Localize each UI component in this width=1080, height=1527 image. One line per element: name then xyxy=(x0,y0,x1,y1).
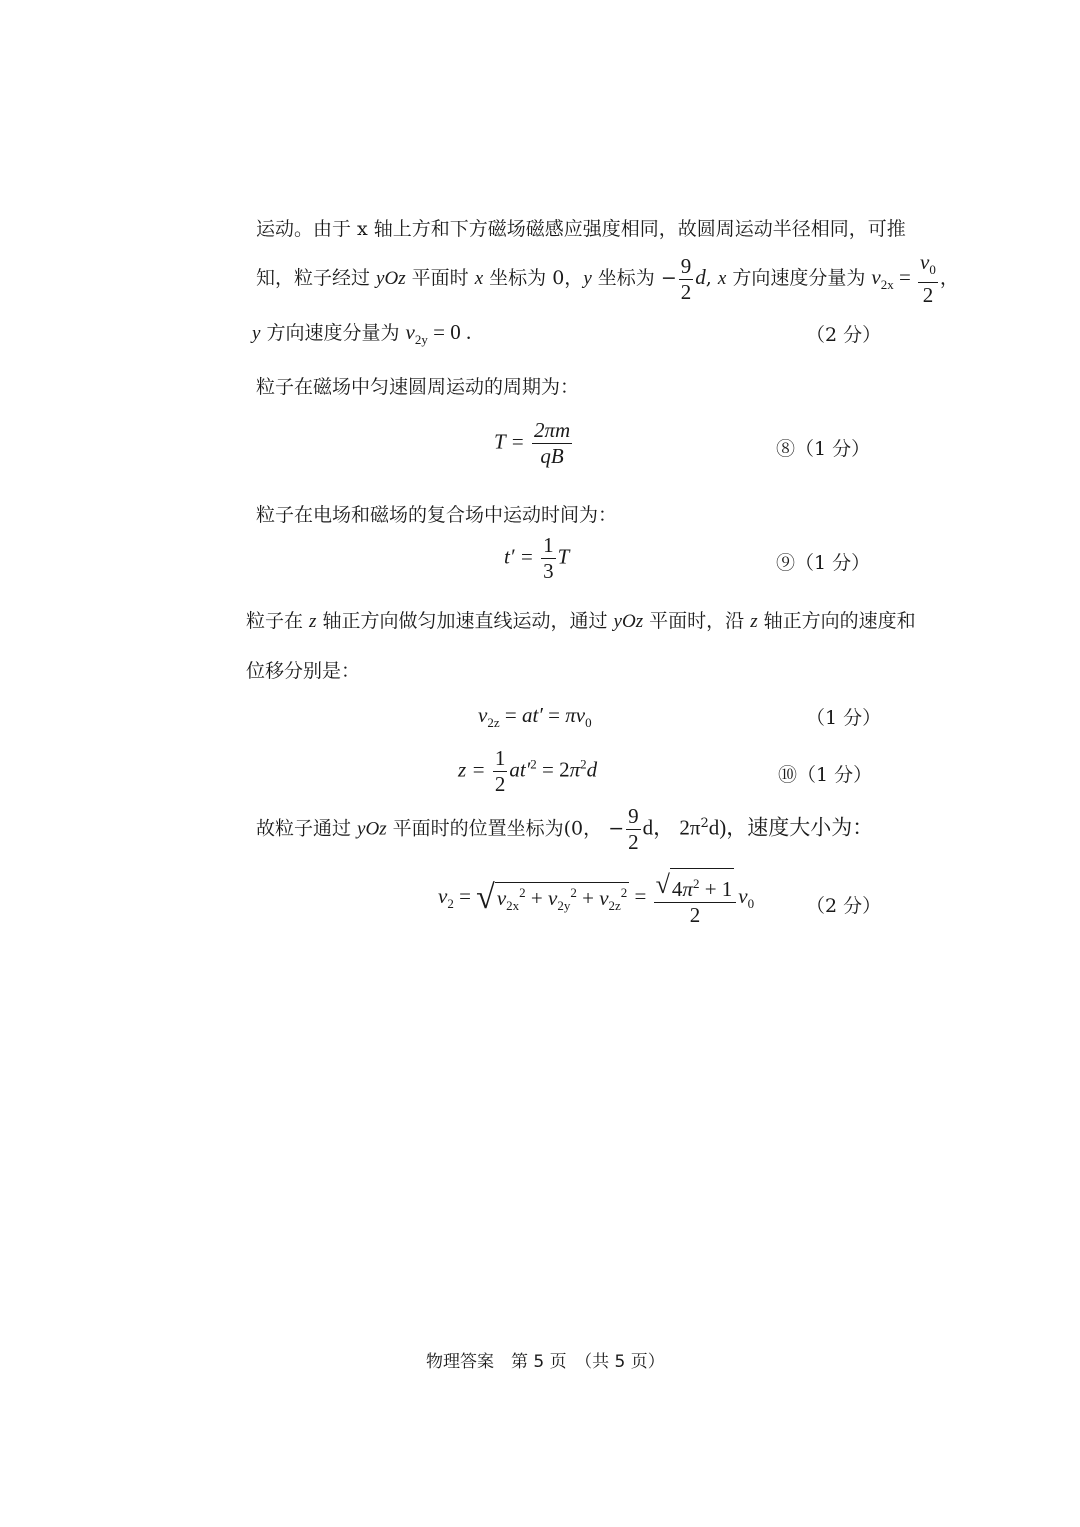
eq10-num: 1 xyxy=(494,746,506,770)
line2-text-e: 坐标为 0， xyxy=(483,267,584,290)
eq10-lhs: z = xyxy=(458,757,486,782)
score-final: （2 分） xyxy=(806,895,882,917)
score-eq10: ⑩（1 分） xyxy=(778,764,873,786)
pz1-z: z xyxy=(309,611,317,632)
equation-v2z: $v_{2z} = at' = \pi v_0$ xyxy=(478,703,592,731)
paragraph-final: 故粒子通过 yOz 平面时的位置坐标为(0， − $\frac{9}{2}$ d， $2\pi^2d$)，速度大小为： xyxy=(256,804,874,854)
equation-10: z = $\frac{1}{2}$ $at'^2 = 2\pi^2d$ xyxy=(458,746,598,796)
paragraph-line-3 xyxy=(252,318,471,348)
eq8-den: qB xyxy=(532,443,572,469)
eq9-rhs: T xyxy=(557,544,570,569)
score-v2z: （1 分） xyxy=(806,707,882,729)
eq9-den: 3 xyxy=(543,559,554,583)
score-eq9: ⑨（1 分） xyxy=(776,552,871,574)
paragraph-line-2 xyxy=(256,250,959,308)
equation-final-velocity: $v_2 = √v_{2x}^2 + v_{2y}^2 + v_{2z}^2$ = $\frac{√4\pi^2 + 1}{2}$ $v_0$ xyxy=(438,870,755,927)
fraction-v0-over-2: $\frac{v_0}{2}$ xyxy=(920,250,936,308)
paragraph-z-line-2: 位移分别是： xyxy=(246,660,361,682)
eq8-fraction xyxy=(532,418,572,469)
eq10-fraction xyxy=(493,746,508,797)
final-fraction-nine-halves: $\frac{9}{2}$ xyxy=(628,804,639,854)
line2-text-j: 方向速度分量为 xyxy=(726,267,872,290)
sqrt-velocity-components: $√v_{2x}^2 + v_{2y}^2 + v_{2z}^2$ xyxy=(476,879,628,916)
pfinal-minus: − xyxy=(602,817,625,840)
line2-end: ， xyxy=(939,267,959,290)
line2-text-h: , xyxy=(705,267,718,290)
fraction-nine-halves: $\frac{9}{2}$ xyxy=(680,253,692,304)
line2-y: y xyxy=(583,268,592,290)
pfinal-e: d， 2π xyxy=(642,815,701,840)
pz1-yOz: yOz xyxy=(613,611,644,632)
eq9-num: 1 xyxy=(543,533,554,557)
pfinal-yOz: yOz xyxy=(357,818,387,840)
line2-x: x xyxy=(474,268,484,290)
page-footer: 物理答案 第 5 页 （共 5 页） xyxy=(426,1352,665,1372)
pz1-c: 轴正方向做匀加速直线运动，通过 xyxy=(316,610,614,632)
eq9-fraction xyxy=(541,533,556,584)
equation-9 xyxy=(504,533,569,584)
score-eq8: ⑧（1 分） xyxy=(776,438,871,460)
final-velocity-fraction: $\frac{√4\pi^2 + 1}{2}$ xyxy=(654,868,737,928)
eq9-lhs: t′ = xyxy=(504,544,534,569)
line2-text-a: 知，粒子经过 xyxy=(256,267,377,290)
pz1-e: 平面时，沿 xyxy=(643,610,751,632)
equation-8 xyxy=(494,418,574,469)
line2-text-c: 平面时 xyxy=(405,267,475,290)
score-line3: （2 分） xyxy=(806,324,882,346)
eq10-den: 2 xyxy=(494,772,506,796)
pz1-g: 轴正方向的速度和 xyxy=(757,610,916,632)
line3-text: 方向速度分量为 xyxy=(260,322,406,344)
pz1-a: 粒子在 xyxy=(246,610,310,632)
line2-yOz: yOz xyxy=(376,268,406,290)
formula-v2x: $v_{2x}$ = xyxy=(871,265,917,293)
paragraph-line-1 xyxy=(256,214,906,241)
pz1-z2: z xyxy=(750,611,758,632)
eq8-lhs: T = xyxy=(494,429,525,454)
line1-text: 运动。由于 x 轴上方和下方磁场磁感应强度相同，故圆周运动半径相同，可推 xyxy=(256,218,906,240)
var-d: d xyxy=(695,265,706,290)
line2-text-g: 坐标为 − xyxy=(591,267,677,290)
line2-x2: x xyxy=(717,268,727,290)
formula-v2y: $v_{2y} = 0$ . xyxy=(405,320,472,348)
line3-y: y xyxy=(252,323,261,344)
pfinal-f: d)，速度大小为： xyxy=(708,815,874,840)
paragraph-time: 粒子在电场和磁场的复合场中运动时间为： xyxy=(256,504,618,526)
eq8-num: 2πm xyxy=(533,418,571,442)
paragraph-z-line-1 xyxy=(246,606,916,633)
pfinal-c: 平面时的位置坐标为(0， xyxy=(386,817,603,840)
paragraph-period: 粒子在磁场中匀速圆周运动的周期为： xyxy=(256,376,580,398)
pfinal-a: 故粒子通过 xyxy=(256,817,358,840)
